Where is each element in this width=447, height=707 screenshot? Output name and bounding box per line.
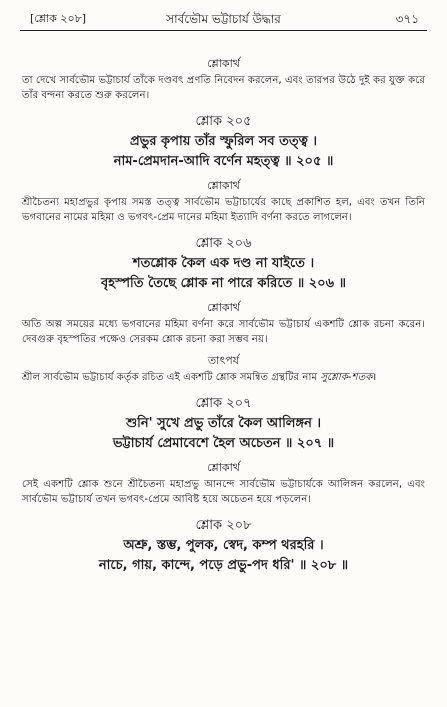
verse-line: নাচে, গায়, কান্দে, পড়ে প্রভু-পদ ধরি' ॥ ২০৮ ॥ <box>98 558 349 573</box>
header-verse-range: [শ্লোক ২০৮] <box>30 12 87 25</box>
translation-label: শ্লোকার্থ <box>207 301 240 314</box>
translation-text: তা দেখে সার্বভৌম ভট্টাচার্য তাঁকে দণ্ডবৎ প্রণতি নিবেদন করলেন, এবং তারপর উঠে দুই কর যুক্ত করে তাঁর বন্দনা করতে শুরু করলেন। <box>22 75 425 101</box>
verse-heading: শ্লোক ২০৬ <box>195 236 252 251</box>
verse-line: বৃহস্পতি তৈছে শ্লোক না পারে করিতে ॥ ২০৬ ॥ <box>101 276 346 291</box>
translation-text: শ্রীচৈতন্য মহাপ্রভুর কৃপায় সমস্ত তত্ত্ব সার্বভৌম ভট্টাচার্যের কাছে প্রকাশিত হল, এবং তখন তিনি ভগবানের নামের মহিমা ও ভগবৎ-প্রেম দানের মহিমা ইত্যাদি বর্ণনা করতে লাগলেন। <box>22 197 425 223</box>
translation-text: অতি অল্প সময়ের মধ্যে ভগবানের মহিমা বর্ণনা করে সার্বভৌম ভট্টাচার্য একশটি শ্লোক রচনা করেন। দেবগুরু বৃহস্পতির পক্ষেও সেরকম শ্লোক রচনা করা সম্ভব নয়। <box>22 319 425 345</box>
verse-line: অশ্রু, স্তম্ভ, পুলক, স্বেদ, কম্প থরহরি । <box>123 538 324 553</box>
translation-label: শ্লোকার্থ <box>207 57 240 70</box>
verse-heading: শ্লোক ২০৮ <box>195 518 252 533</box>
purport-body: শ্রীল সার্বভৌম ভট্টাচার্য কর্তৃক রচিত এই একশটি শ্লোক সমন্বিত গ্রন্থটির নাম <box>22 372 318 383</box>
purport-text <box>22 370 425 385</box>
purport-label: তাৎপর্য <box>207 354 240 367</box>
page-number: ৩৭১ <box>395 12 419 26</box>
translation-text: সেই একশটি শ্লোক শুনে শ্রীচৈতন্য মহাপ্রভু আনন্দে সার্বভৌম ভট্টাচার্যকে আলিঙ্গন করলেন, এবং সার্বভৌম ভট্টাচার্য তখন ভগবৎ-প্রেমে আবিষ্ট হয়ে অচেতন হয়ে পড়লেন। <box>22 479 425 505</box>
translation-label: শ্লোকার্থ <box>207 179 240 192</box>
verse-line: শুনি' সুখে প্রভু তাঁরে কৈল আলিঙ্গন । <box>125 416 322 431</box>
verse-line: শতশ্লোক কৈল এক দণ্ড না যাইতে । <box>132 256 315 271</box>
translation-label: শ্লোকার্থ <box>207 461 240 474</box>
purport-book-title: সুশ্লোক-শতক <box>320 372 373 383</box>
purport-end: । <box>372 372 377 383</box>
running-head <box>20 8 427 31</box>
verse-line: ভট্টাচার্য প্রেমাবেশে হৈল অচেতন ॥ ২০৭ ॥ <box>112 436 335 451</box>
verse-heading: শ্লোক ২০৫ <box>195 114 252 129</box>
verse-line: প্রভুর কৃপায় তাঁর স্ফুরিল সব তত্ত্ব । <box>129 134 318 149</box>
verse-line: নাম-প্রেমদান-আদি বর্ণেন মহত্ত্ব ॥ ২০৫ ॥ <box>113 154 334 169</box>
header-chapter-title: সার্বভৌম ভট্টাচার্য উদ্ধার <box>166 12 281 26</box>
verse-heading: শ্লোক ২০৭ <box>195 396 252 411</box>
